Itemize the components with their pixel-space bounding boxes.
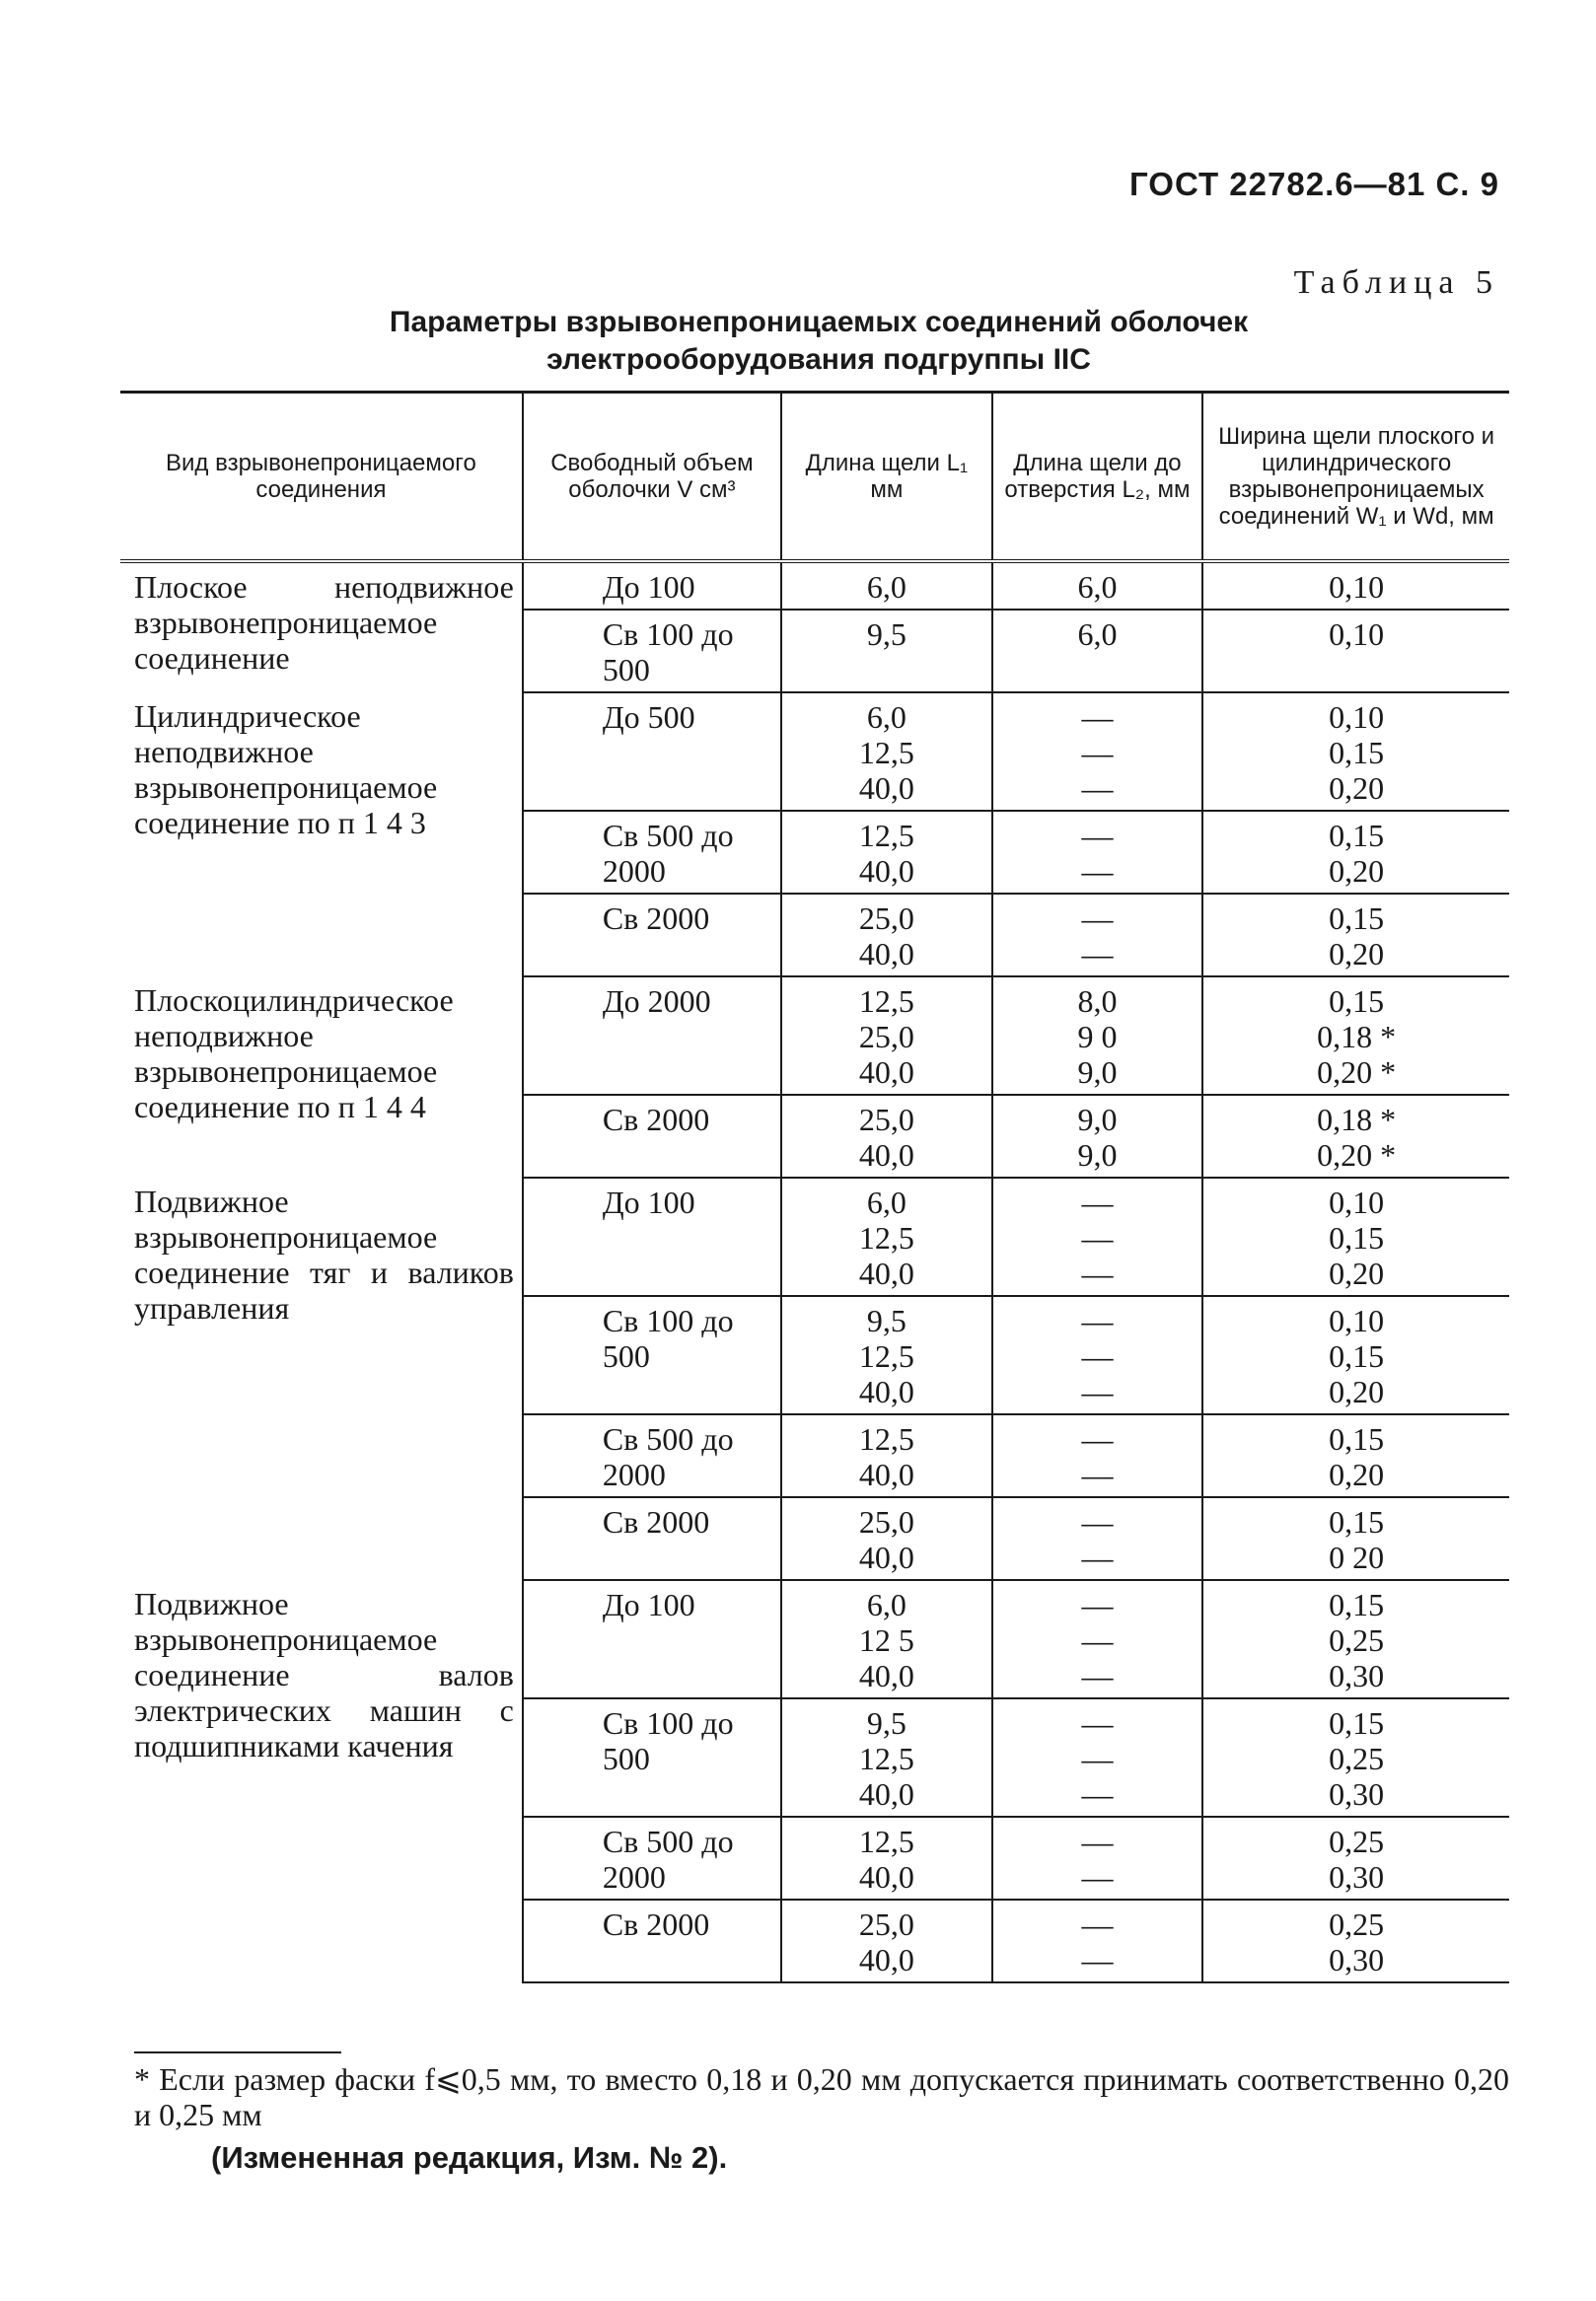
volume-cell: До 2000 <box>523 976 781 1095</box>
cell-value: — <box>1081 936 1114 971</box>
volume-cell: Св 500 до 2000 <box>523 1817 781 1900</box>
cell-value: 0,25 <box>1329 1906 1385 1942</box>
gap-width-cell <box>1202 1497 1509 1580</box>
table-row <box>120 1580 1509 1698</box>
table-label: Таблица 5 <box>1293 264 1499 301</box>
connection-type-cell: Плоское неподвижное взрывонепроницаемое соединение <box>134 569 514 676</box>
cell-value: 0,15 <box>1329 1705 1385 1741</box>
cell-value: 0,18 * <box>1317 1019 1397 1054</box>
cell-value: 0,15 <box>1329 735 1385 770</box>
hole-length-cell <box>992 894 1203 976</box>
slot-length-cell <box>781 1580 992 1698</box>
cell-value: 12,5 <box>858 735 914 770</box>
gap-width-cell <box>1202 894 1509 976</box>
slot-length-cell <box>781 1095 992 1178</box>
volume-cell: Св 2000 <box>523 1095 781 1178</box>
slot-length-cell <box>781 1178 992 1296</box>
cell-value: 12,5 <box>858 983 914 1019</box>
cell-value: 0,25 <box>1329 1741 1385 1776</box>
cell-value: — <box>1081 1622 1114 1658</box>
cell-value: 6,0 <box>866 699 907 735</box>
cell-value: 0,15 <box>1329 818 1385 853</box>
cell-value: 12,5 <box>858 1421 914 1457</box>
table-row <box>120 1178 1509 1296</box>
amendment-note: (Измененная редакция, Изм. № 2). <box>211 2140 728 2175</box>
footnote-rule <box>134 2051 341 2053</box>
hole-length-cell <box>992 692 1203 811</box>
cell-value: 25,0 <box>858 1019 914 1054</box>
cell-value: 0,20 <box>1329 936 1385 971</box>
cell-value: 0,15 <box>1329 1587 1385 1622</box>
cell-value: — <box>1081 699 1114 735</box>
gap-width-cell <box>1202 1095 1509 1178</box>
table-row <box>120 692 1509 811</box>
cell-value: 0,20 <box>1329 853 1385 889</box>
table-row <box>120 976 1509 1095</box>
cell-value: 0,10 <box>1329 1303 1385 1338</box>
cell-value: 40,0 <box>858 1054 914 1090</box>
volume-cell: Св 2000 <box>523 894 781 976</box>
gap-width-cell <box>1202 1296 1509 1414</box>
cell-value: 25,0 <box>858 1504 914 1540</box>
cell-value: 25,0 <box>858 1906 914 1942</box>
cell-value: 40,0 <box>858 853 914 889</box>
hole-length-cell <box>992 1817 1203 1900</box>
cell-value: 0,20 * <box>1317 1137 1397 1173</box>
cell-value: — <box>1081 818 1114 853</box>
cell-value: 40,0 <box>858 1859 914 1895</box>
cell-value: 0,10 <box>1329 1185 1385 1220</box>
hole-length-cell <box>992 1178 1203 1296</box>
slot-length-cell <box>781 1296 992 1414</box>
cell-value: — <box>1081 1504 1114 1540</box>
volume-cell: Св 100 до 500 <box>523 1296 781 1414</box>
cell-value: 9,0 <box>1077 1102 1118 1137</box>
hole-length-cell <box>992 1580 1203 1698</box>
cell-value: 0,30 <box>1329 1859 1385 1895</box>
gap-width-cell <box>1202 1178 1509 1296</box>
cell-value: — <box>1081 1658 1114 1693</box>
gap-width-cell <box>1202 976 1509 1095</box>
connection-type-cell: Цилиндрическое неподвижное взрывонепроницаемое соединение по п 1 4 3 <box>134 698 438 840</box>
cell-value: 6,0 <box>866 1587 907 1622</box>
cell-value: 0,25 <box>1329 1824 1385 1859</box>
slot-length-cell <box>781 561 992 610</box>
cell-value: — <box>1081 770 1114 806</box>
table-row <box>120 561 1509 610</box>
cell-value: 0,15 <box>1329 900 1385 936</box>
cell-value: — <box>1081 1776 1114 1812</box>
cell-value: 0,15 <box>1329 1220 1385 1256</box>
cell-value: 40,0 <box>858 1540 914 1575</box>
hole-length-cell <box>992 1414 1203 1497</box>
volume-cell: До 100 <box>523 561 781 610</box>
cell-value: — <box>1081 735 1114 770</box>
cell-value: 40,0 <box>858 1256 914 1291</box>
gap-width-cell <box>1202 811 1509 894</box>
cell-value: 12,5 <box>858 818 914 853</box>
cell-value: 0,10 <box>1329 699 1385 735</box>
parameters-table <box>120 391 1509 1983</box>
gap-width-cell <box>1202 1817 1509 1900</box>
cell-value: 40,0 <box>858 1942 914 1977</box>
cell-value: 0,20 <box>1329 1374 1385 1409</box>
cell-value: 40,0 <box>858 1137 914 1173</box>
slot-length-cell <box>781 1414 992 1497</box>
cell-value: 0,18 * <box>1317 1102 1397 1137</box>
slot-length-cell <box>781 1497 992 1580</box>
volume-cell: До 500 <box>523 692 781 811</box>
volume-cell: Св 2000 <box>523 1900 781 1982</box>
cell-value: 0,20 * <box>1317 1054 1397 1090</box>
cell-value: 9,5 <box>866 616 907 652</box>
table-title <box>197 304 1440 379</box>
cell-value: 12 5 <box>858 1622 914 1658</box>
gap-width-cell <box>1202 1414 1509 1497</box>
gap-width-cell <box>1202 1580 1509 1698</box>
cell-value: — <box>1081 1906 1114 1942</box>
cell-value: — <box>1081 1185 1114 1220</box>
cell-value: 40,0 <box>858 1776 914 1812</box>
cell-value: 0,15 <box>1329 1338 1385 1374</box>
cell-value: 6,0 <box>866 1185 907 1220</box>
cell-value: 12,5 <box>858 1741 914 1776</box>
cell-value: — <box>1081 1457 1114 1492</box>
cell-value: 6,0 <box>1077 616 1118 652</box>
gap-width-cell <box>1202 1698 1509 1817</box>
header-width: Ширина щели плоского и цилиндрического взрывонепроницаемых соединений W₁ и Wd, мм <box>1202 393 1509 562</box>
volume-cell: До 100 <box>523 1580 781 1698</box>
hole-length-cell <box>992 1900 1203 1982</box>
cell-value: — <box>1081 1705 1114 1741</box>
cell-value: 12,5 <box>858 1220 914 1256</box>
table-body <box>120 561 1509 1982</box>
cell-value: — <box>1081 1540 1114 1575</box>
volume-cell: Св 100 до 500 <box>523 1698 781 1817</box>
cell-value: — <box>1081 1338 1114 1374</box>
table-title-line2: электрооборудования подгруппы IIC <box>546 343 1091 376</box>
slot-length-cell <box>781 692 992 811</box>
cell-value: 40,0 <box>858 770 914 806</box>
hole-length-cell <box>992 561 1203 610</box>
cell-value: 0,10 <box>1329 616 1385 652</box>
slot-length-cell <box>781 976 992 1095</box>
header-type: Вид взрывонепроницаемого соединения <box>120 393 523 562</box>
cell-value: 9,5 <box>866 1303 907 1338</box>
slot-length-cell <box>781 1900 992 1982</box>
hole-length-cell <box>992 610 1203 692</box>
gap-width-cell <box>1202 1900 1509 1982</box>
slot-length-cell <box>781 811 992 894</box>
slot-length-cell <box>781 1817 992 1900</box>
cell-value: — <box>1081 1421 1114 1457</box>
cell-value: 9,0 <box>1077 1137 1118 1173</box>
hole-length-cell <box>992 976 1203 1095</box>
cell-value: 0,15 <box>1329 1504 1385 1540</box>
cell-value: 40,0 <box>858 1658 914 1693</box>
gap-width-cell <box>1202 692 1509 811</box>
cell-value: 0,15 <box>1329 1421 1385 1457</box>
cell-value: 40,0 <box>858 1374 914 1409</box>
cell-value: — <box>1081 1859 1114 1895</box>
cell-value: 0,15 <box>1329 983 1385 1019</box>
cell-value: 6,0 <box>866 569 907 605</box>
cell-value: 8,0 <box>1077 983 1118 1019</box>
cell-value: — <box>1081 1824 1114 1859</box>
cell-value: 25,0 <box>858 1102 914 1137</box>
cell-value: 0,20 <box>1329 770 1385 806</box>
cell-value: 0,30 <box>1329 1658 1385 1693</box>
volume-cell: Св 100 до 500 <box>523 610 781 692</box>
volume-cell: Св 2000 <box>523 1497 781 1580</box>
cell-value: 40,0 <box>858 1457 914 1492</box>
cell-value: 9,5 <box>866 1705 907 1741</box>
header-l2: Длина щели до отверстия L₂, мм <box>992 393 1203 562</box>
cell-value: 25,0 <box>858 900 914 936</box>
cell-value: 12,5 <box>858 1338 914 1374</box>
volume-cell: Св 500 до 2000 <box>523 811 781 894</box>
cell-value: 9,0 <box>1077 1054 1118 1090</box>
cell-value: 0,10 <box>1329 569 1385 605</box>
volume-cell: До 100 <box>523 1178 781 1296</box>
cell-value: — <box>1081 1374 1114 1409</box>
volume-cell: Св 500 до 2000 <box>523 1414 781 1497</box>
cell-value: — <box>1081 853 1114 889</box>
slot-length-cell <box>781 894 992 976</box>
cell-value: — <box>1081 1587 1114 1622</box>
cell-value: — <box>1081 900 1114 936</box>
footnote: * Если размер фаски f⩽0,5 мм, то вместо 0,18 и 0,20 мм допускается принимать соответственно 0,20 и 0,25 мм <box>134 2061 1509 2132</box>
cell-value: 6,0 <box>1077 569 1118 605</box>
cell-value: 0,30 <box>1329 1942 1385 1977</box>
hole-length-cell <box>992 1698 1203 1817</box>
cell-value: — <box>1081 1256 1114 1291</box>
cell-value: — <box>1081 1741 1114 1776</box>
cell-value: — <box>1081 1942 1114 1977</box>
hole-length-cell <box>992 1497 1203 1580</box>
connection-type-cell: Подвижное взрывонепроницаемое соединение тяг и валиков управления <box>134 1184 514 1326</box>
hole-length-cell <box>992 811 1203 894</box>
header-l1: Длина щели L₁ мм <box>781 393 992 562</box>
cell-value: 0,20 <box>1329 1457 1385 1492</box>
slot-length-cell <box>781 1698 992 1817</box>
cell-value: — <box>1081 1220 1114 1256</box>
gap-width-cell <box>1202 610 1509 692</box>
gap-width-cell <box>1202 561 1509 610</box>
cell-value: 40,0 <box>858 936 914 971</box>
cell-value: 0,20 <box>1329 1256 1385 1291</box>
header-volume: Свободный объем оболочки V см³ <box>523 393 781 562</box>
hole-length-cell <box>992 1095 1203 1178</box>
cell-value: 12,5 <box>858 1824 914 1859</box>
cell-value: 9 0 <box>1077 1019 1118 1054</box>
cell-value: 0 20 <box>1329 1540 1385 1575</box>
table-title-line1: Параметры взрывонепроницаемых соединений оболочек <box>389 306 1249 338</box>
connection-type-cell: Плоскоцилиндрическое неподвижное взрывонепроницаемое соединение по п 1 4 4 <box>134 982 454 1124</box>
cell-value: 0,30 <box>1329 1776 1385 1812</box>
slot-length-cell <box>781 610 992 692</box>
page-header: ГОСТ 22782.6—81 С. 9 <box>1129 166 1499 202</box>
hole-length-cell <box>992 1296 1203 1414</box>
cell-value: 0,25 <box>1329 1622 1385 1658</box>
cell-value: — <box>1081 1303 1114 1338</box>
connection-type-cell: Подвижное взрывонепроницаемое соединение валов электрических машин с подшипниками качения <box>134 1586 514 1763</box>
